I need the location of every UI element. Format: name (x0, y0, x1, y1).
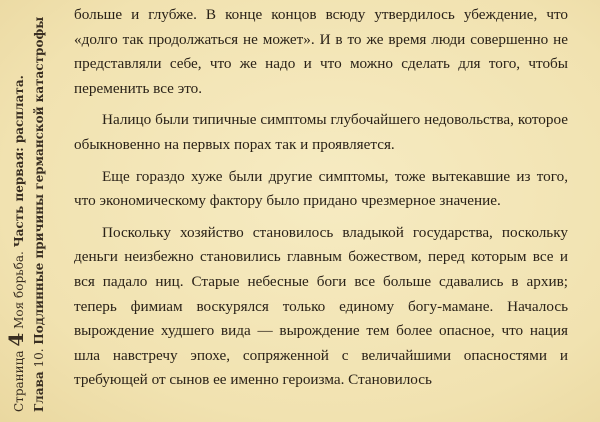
page-number: 4 (4, 332, 28, 347)
paragraph-4: Поскольку хозяйство становилось владыкой государства, поскольку деньги неизбежно становились главным божеством, перед которым все и вся падало ниц. Старые небесные боги все больше сдавались в архив; теперь фимиам воскурялся только единому богу-мамане. Началось вырождение худшего вида — вырождение тем более опасное, что нация шла навстречу эпохе, сопряженной с величайшими опасностями и требующей от сынов ее именно героизма. Становилось (74, 223, 568, 389)
header-line-book (4, 75, 28, 412)
chapter-title: Подлинные причины германской катастрофы (32, 16, 46, 345)
chapter-label: Глава (32, 371, 46, 412)
paragraph-2: Налицо были типичные симптомы глубочайшего недовольства, которое обыкновенно на первых порах так и проявляется. (74, 111, 568, 153)
running-header (0, 0, 60, 422)
paragraph-3: Еще гораздо хуже были другие симптомы, тоже вытекавшие из того, что экономическому фактору было придано чрезмерное значение. (74, 167, 568, 210)
header-line-chapter (32, 17, 46, 412)
part-title: Часть первая: расплата. (12, 75, 26, 248)
page-label: Страница (12, 350, 26, 412)
body-text (74, 3, 568, 400)
chapter-number: 10. (32, 348, 46, 368)
paragraph-1: больше и глубже. В конце концов всюду утвердилось убеждение, что «долго так продолжаться не может». И в то же время люди совершенно не представляли себе, что же надо и что можно сделать для того, чтобы переменить все это. (74, 6, 568, 97)
book-title: Моя борьба. (12, 251, 26, 329)
